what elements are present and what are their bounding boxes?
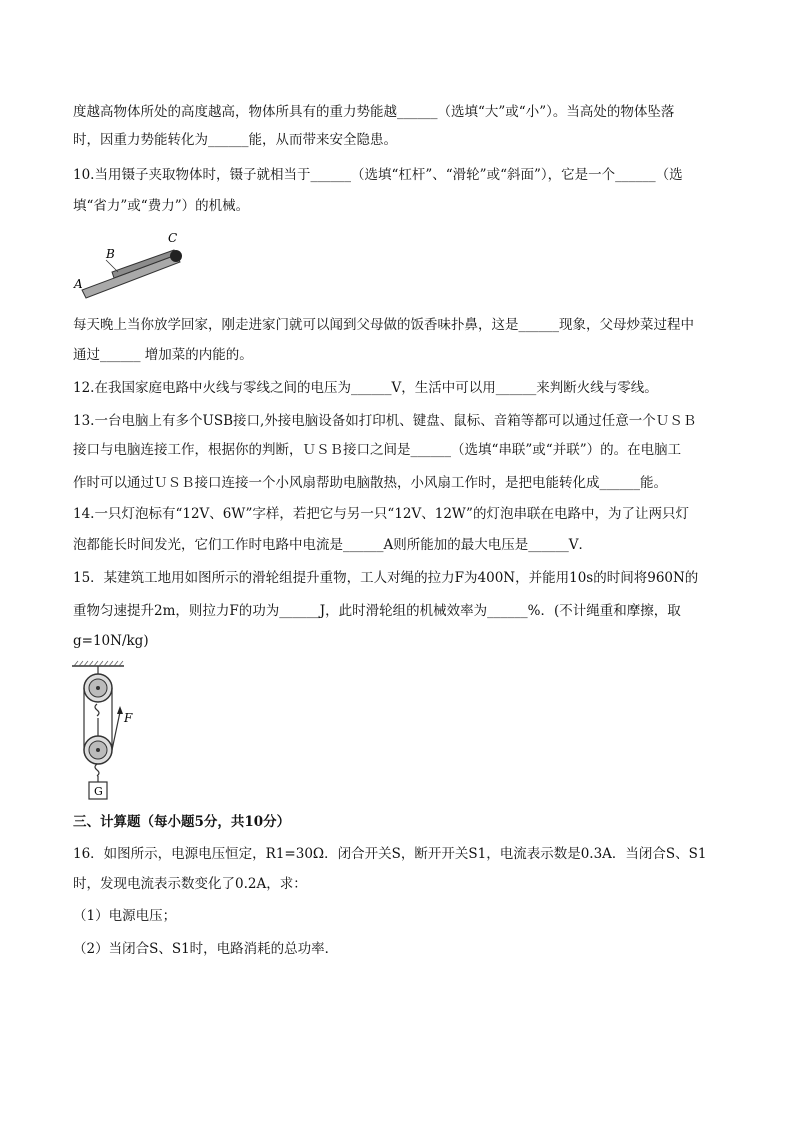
q13-text-line-1: 13.一台电脑上有多个USB接口,外接电脑设备如打印机、键盘、鼠标、音箱等都可以通过任意一个ＵＳＢ: [73, 413, 697, 429]
q13-text-line-2: 接口与电脑连接工作，根据你的判断，ＵＳＢ接口之间是______（选填“串联”或“并联”）的。在电脑工: [73, 442, 682, 458]
q16-subquestion-1: （1）电源电压；: [73, 908, 177, 924]
q10-text-line-1: 10.当用镊子夹取物体时，镊子就相当于______（选填“杠杆”、“滑轮”或“斜面”），它是一个______（选: [73, 167, 683, 183]
q11-text-line-1: 每天晚上当你放学回家，刚走进家门就可以闻到父母做的饭香味扑鼻，这是______现象，父母炒菜过程中: [73, 317, 694, 333]
q15-text-line-3: g=10N/kg): [73, 633, 149, 649]
q9-text-line-1: 度越高物体所处的高度越高，物体所具有的重力势能越______（选填“大”或“小”）。当高处的物体坠落: [73, 104, 675, 120]
q16-subquestion-2: （2）当闭合S、S1时，电路消耗的总功率．: [73, 941, 339, 957]
q10-text-line-2: 填“省力”或“费力”）的机械。: [73, 198, 250, 214]
q9-text-line-2: 时，因重力势能转化为______能，从而带来安全隐患。: [73, 132, 397, 148]
q11-text-line-2: 通过______ 增加菜的内能的。: [73, 347, 253, 363]
q14-text-line-1: 14.一只灯泡标有“12V、6W”字样，若把它与另一只“12V、12W”的灯泡串联在电路中，为了让两只灯: [73, 506, 689, 522]
pulley-label-f: F: [124, 711, 133, 725]
section3-heading: 三、计算题（每小题5分，共10分）: [73, 814, 291, 830]
q14-text-line-2: 泡都能长时间发光，它们工作时电路中电流是______A则所能加的最大电压是______V．: [73, 537, 592, 553]
tweezers-label-b: B: [106, 247, 115, 261]
q12-text: 12.在我国家庭电路中火线与零线之间的电压为______V，生活中可以用______来判断火线与零线。: [73, 380, 658, 396]
pulley-figure: [68, 660, 148, 802]
tweezers-label-c: C: [168, 231, 178, 245]
tweezers-label-a: A: [74, 277, 83, 291]
q15-text-line-2: 重物匀速提升2m，则拉力F的功为______J，此时滑轮组的机械效率为______%．(不计绳重和摩擦，取: [73, 603, 681, 619]
q16-text-line-1: 16．如图所示，电源电压恒定，R1=30Ω．闭合开关S，断开开关S1，电流表示数是0.3A．当闭合S、S1: [73, 846, 707, 862]
q13-text-line-3: 作时可以通过ＵＳＢ接口连接一个小风扇帮助电脑散热，小风扇工作时，是把电能转化成______能。: [73, 475, 667, 491]
tweezers-figure: [72, 228, 192, 300]
q15-text-line-1: 15．某建筑工地用如图所示的滑轮组提升重物，工人对绳的拉力F为400N，并能用10s的时间将960N的: [73, 570, 699, 586]
pulley-label-g: G: [94, 785, 103, 798]
q16-text-line-2: 时，发现电流表示数变化了0.2A，求：: [73, 876, 307, 892]
